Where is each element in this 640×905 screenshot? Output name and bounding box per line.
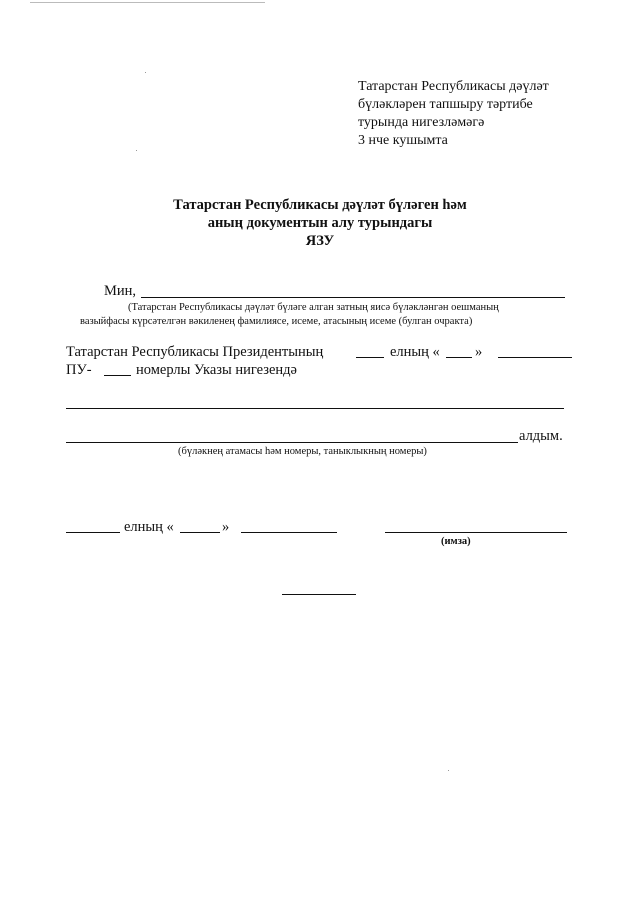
signature-hint: (имза): [441, 536, 471, 547]
recipient-hint: вазыйфасы күрсәтелгән вәкиленең фамилиясе, исеме, атасының исеме (булган очракта): [80, 316, 473, 327]
decree-suffix: номерлы Указы нигезендә: [136, 362, 297, 378]
min-label: Мин,: [104, 283, 137, 299]
appendix-note-line: бүләкләрен тапшыру тәртибе: [358, 97, 533, 112]
decree-month-field[interactable]: [498, 357, 572, 358]
award-hint: (бүләкнең атамасы һәм номеры, таныклыкның номеры): [178, 446, 427, 457]
date-day-field[interactable]: [180, 532, 220, 533]
year-word: елның «: [390, 344, 440, 360]
closing-separator: [282, 594, 356, 595]
title-line: аның документын алу турындагы: [207, 215, 433, 231]
appendix-note: [358, 78, 549, 150]
decree-pu-label: ПУ-: [66, 362, 92, 378]
appendix-note-line: Татарстан Республикасы дәүләт: [358, 79, 549, 94]
decree-prefix: Татарстан Республикасы Президентының: [66, 344, 324, 360]
scan-artifact-dot: [448, 770, 449, 771]
recipient-hint: (Татарстан Республикасы дәүләт бүләге алган затның яисә бүләкләнгән оешманың: [128, 302, 499, 313]
title-line: Татарстан Республикасы дәүләт бүләген һәм: [173, 197, 467, 213]
document-title: [0, 196, 640, 250]
award-name-field-2[interactable]: [66, 442, 518, 443]
appendix-note-line: 3 нче кушымта: [358, 133, 448, 148]
appendix-note-line: турында нигезләмәгә: [358, 115, 485, 130]
date-quote-close: »: [222, 519, 230, 535]
date-year-word: елның «: [124, 519, 174, 535]
date-month-field[interactable]: [241, 532, 337, 533]
received-label: алдым.: [519, 428, 563, 444]
scan-artifact-dot: [145, 72, 146, 73]
date-year-field[interactable]: [66, 532, 120, 533]
award-name-field[interactable]: [66, 408, 564, 409]
decree-number-field[interactable]: [104, 375, 131, 376]
scan-artifact-dot: [136, 150, 137, 151]
decree-year-field[interactable]: [356, 357, 384, 358]
title-line: ЯЗУ: [305, 233, 335, 249]
decree-day-field[interactable]: [446, 357, 472, 358]
signature-field[interactable]: [385, 532, 567, 533]
scan-artifact-line: [30, 2, 265, 3]
recipient-name-field[interactable]: [141, 297, 565, 298]
quote-close: »: [475, 344, 483, 360]
